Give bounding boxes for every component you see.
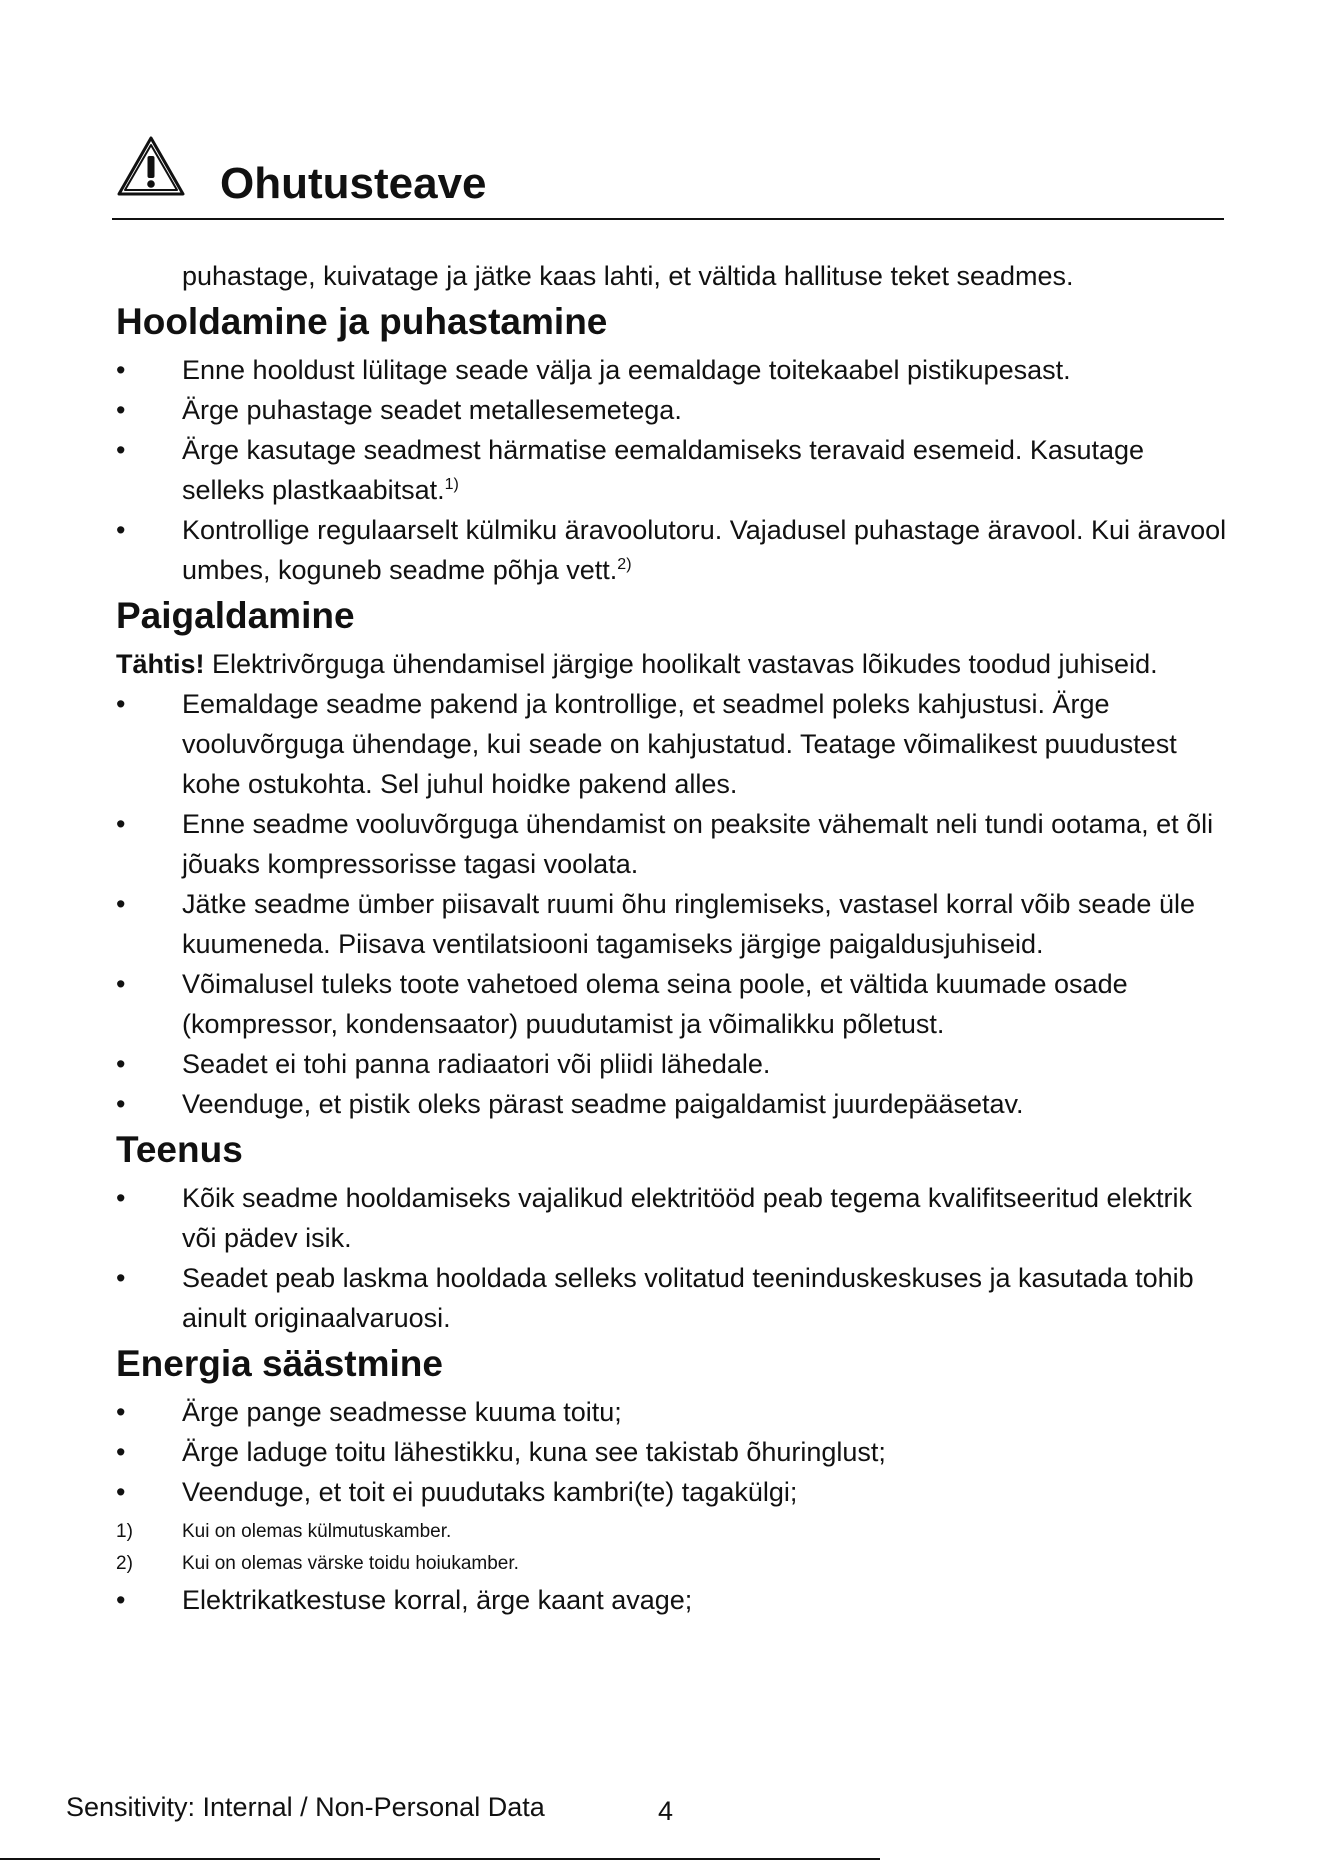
bullet: • (116, 1089, 126, 1119)
service-list (116, 1178, 1232, 1338)
bullet: • (116, 355, 126, 385)
bullet: • (116, 395, 126, 425)
bullet: • (116, 1183, 126, 1213)
bullet: • (116, 969, 126, 999)
list-item: • Elektrikatkestuse korral, ärge kaant avage; (116, 1580, 1232, 1620)
list-item: • Enne seadme vooluvõrguga ühendamist on peaksite vähemalt neli tundi ootama, et õli jõuaks kompressorisse tagasi voolata. (116, 804, 1232, 884)
section-heading-service: Teenus (116, 1129, 243, 1170)
list-item: • Kõik seadme hooldamiseks vajalikud elektritööd peab tegema kvalifitseeritud elektrik või pädev isik. (116, 1178, 1232, 1258)
page-number: 4 (658, 1796, 674, 1826)
section-heading-installation: Paigaldamine (116, 595, 355, 636)
list-item: • Ärge laduge toitu lähestikku, kuna see takistab õhuringlust; (116, 1432, 1232, 1472)
list-item: • Veenduge, et toit ei puudutaks kambri(te) tagakülgi; (116, 1472, 1232, 1512)
bullet: • (116, 889, 126, 919)
list-item: • Ärge kasutage seadmest härmatise eemaldamiseks teravaid esemeid. Kasutage selleks plastkaabitsat.$^{1)}$ (116, 430, 1232, 510)
footnotes (116, 1516, 1232, 1580)
list-item: • Ärge puhastage seadet metallesemetega. (116, 390, 1232, 430)
bullet: • (116, 1585, 126, 1615)
bullet: • (116, 1049, 126, 1079)
footnote-ref: 2) (617, 556, 632, 573)
section-heading-maintenance: Hooldamine ja puhastamine (116, 301, 608, 342)
list-item: • Seadet peab laskma hooldada selleks volitatud teeninduskeskuses ja kasutada tohib ainult originaalvaruosi. (116, 1258, 1232, 1338)
list-item: • Võimalusel tuleks toote vahetoed olema seina poole, et vältida kuumade osade (kompressor, kondensaator) puudutamist ja võimalikku põletust. (116, 964, 1232, 1044)
footnote-marker: 1) (116, 1521, 133, 1542)
bullet: • (116, 1477, 126, 1507)
energy-list (116, 1392, 1232, 1512)
list-item: • Seadet ei tohi panna radiaatori või pliidi lähedale. (116, 1044, 1232, 1084)
bullet: • (116, 689, 126, 719)
maintenance-list (116, 350, 1232, 590)
bottom-divider (0, 1858, 880, 1860)
important-label: Tähtis! (116, 649, 205, 679)
page-title: Ohutusteave (220, 159, 487, 208)
list-item: • Eemaldage seadme pakend ja kontrollige, et seadmel poleks kahjustusi. Ärge vooluvõrguga ühendage, kui seade on kahjustatud. Teatage võimalikest puudustest kohe ostukohta. Sel juhul hoidke pakend alles. (116, 684, 1232, 804)
footnote-ref: 1) (444, 476, 459, 493)
footnote-marker: 2) (116, 1553, 133, 1574)
footnote: 1) Kui on olemas külmutuskamber. (116, 1516, 1232, 1548)
list-item: • Enne hooldust lülitage seade välja ja eemaldage toitekaabel pistikupesast. (116, 350, 1232, 390)
important-note: Tähtis! Elektrivõrguga ühendamisel järgige hoolikalt vastavas lõikudes toodud juhiseid. (116, 649, 1158, 679)
bullet: • (116, 1437, 126, 1467)
bullet: • (116, 1397, 126, 1427)
list-item: • Veenduge, et pistik oleks pärast seadme paigaldamist juurdepääsetav. (116, 1084, 1232, 1124)
bullet: • (116, 435, 126, 465)
title-divider (112, 218, 1224, 220)
list-item: • Ärge pange seadmesse kuuma toitu; (116, 1392, 1232, 1432)
footnote: 2) Kui on olemas värske toidu hoiukamber. (116, 1548, 1232, 1580)
installation-list (116, 684, 1232, 1124)
list-item: • Jätke seadme ümber piisavalt ruumi õhu ringlemiseks, vastasel korral võib seade üle kuumeneda. Piisava ventilatsiooni tagamiseks järgige paigaldusjuhiseid. (116, 884, 1232, 964)
bullet: • (116, 515, 126, 545)
bullet: • (116, 809, 126, 839)
content-area (116, 256, 1232, 1620)
trailing-list (116, 1580, 1232, 1620)
bullet: • (116, 1263, 126, 1293)
intro-continuation: puhastage, kuivatage ja jätke kaas lahti, et vältida hallituse teket seadmes. (182, 261, 1074, 291)
section-heading-energy: Energia säästmine (116, 1343, 443, 1384)
list-item: • Kontrollige regulaarselt külmiku äravoolutoru. Vajadusel puhastage äravool. Kui äravool umbes, koguneb seadme põhja vett.$^{2)}$ (116, 510, 1232, 590)
sensitivity-label: Sensitivity: Internal / Non-Personal Data (66, 1792, 545, 1822)
warning-triangle-icon (116, 134, 186, 198)
